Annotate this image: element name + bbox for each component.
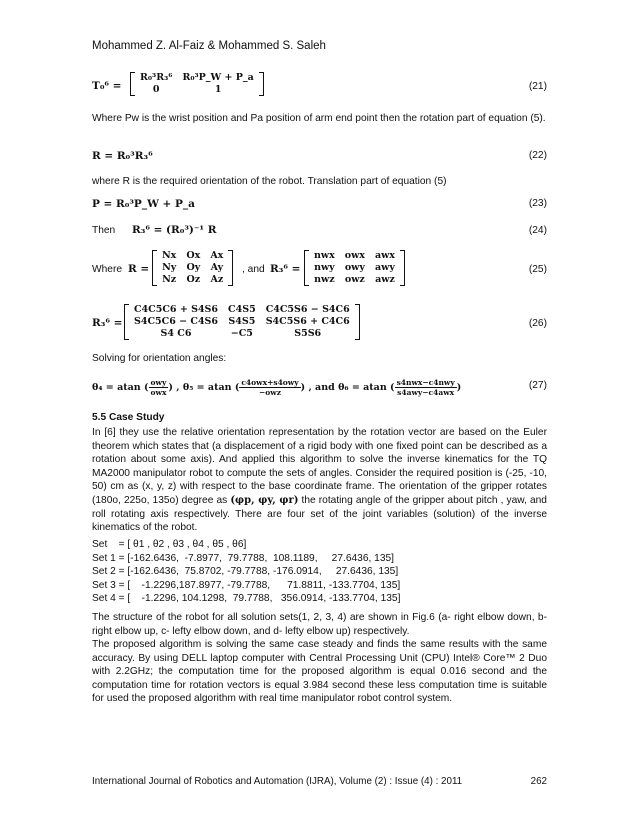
eq25-lhs1: R = bbox=[128, 263, 150, 275]
running-header: Mohammed Z. Al-Faiz & Mohammed S. Saleh bbox=[92, 40, 326, 52]
eq23-expr: P = R₀³P_W + P_a bbox=[92, 198, 195, 210]
eq21-cell: 0 bbox=[152, 84, 160, 95]
eq21-cell: R₀³P_W + P_a bbox=[182, 72, 254, 83]
eq27-expr: θ₄ = atan ( $\frac{\text{owy}}{\text{owx}}$ ) , θ₅ = atan ( $\frac{\text{c4owx+s4owy}}{\text{−owz}}$ ) , and θ₆ = atan ( $\frac{\text{s4nwx−c4nwy}}{\text{s4awy−c4awx}}$ ) bbox=[92, 378, 462, 397]
eq27-part2: , θ₅ = atan bbox=[176, 382, 232, 393]
eq21-lhs: T₀⁶ = bbox=[92, 80, 122, 92]
matrix-cell: Nx bbox=[162, 250, 177, 261]
set-line: Set 3 = [ -1.2296,187.8977, -79.7788, 71.8811, -133.7704, 135] bbox=[92, 579, 401, 591]
eq26-matrix bbox=[124, 304, 360, 340]
matrix-cell: C4C5C6 + S4S6 bbox=[134, 304, 219, 315]
equation-26 bbox=[92, 304, 547, 344]
eq25-label: Where bbox=[92, 264, 123, 275]
eq26-number: (26) bbox=[528, 318, 547, 329]
matrix-cell: owy bbox=[344, 262, 365, 273]
eq21-cell: R₀³R₃⁶ bbox=[140, 72, 173, 83]
matrix-cell: nwx bbox=[314, 250, 335, 261]
matrix-cell: Ox bbox=[186, 250, 201, 261]
matrix-cell: −C5 bbox=[230, 328, 253, 339]
eq23-number: (23) bbox=[528, 198, 547, 209]
eq24-number: (24) bbox=[528, 225, 547, 236]
footer-journal: International Journal of Robotics and Automation (IJRA), Volume (2) : Issue (4) : 2011 bbox=[92, 776, 463, 787]
matrix-cell: C4S5 bbox=[228, 304, 256, 315]
eq26-lhs: R₃⁶ = bbox=[92, 317, 123, 329]
matrix-cell: Oz bbox=[186, 274, 201, 285]
matrix-cell: S4S5 bbox=[228, 316, 256, 327]
paragraph-structure: The structure of the robot for all solution sets(1, 2, 3, 4) are shown in Fig.6 (a- right elbow down, b- right elbow up, c- lefty elbow down, and d- lefty elbow up) respectively. bbox=[92, 612, 547, 637]
eq24-expr: R₃⁶ = (R₀³)⁻¹ R bbox=[132, 224, 217, 236]
eq21-number: (21) bbox=[528, 81, 547, 92]
set-line: Set 1 = [-162.6436, -7.8977, 79.7788, 108.1189, 27.6436, 135] bbox=[92, 552, 394, 564]
matrix-cell: nwy bbox=[314, 262, 335, 273]
matrix-cell: Oy bbox=[186, 262, 201, 273]
eq25-and: , and bbox=[242, 264, 265, 275]
frac-denominator: owx bbox=[150, 388, 167, 397]
eq25-matrix-R bbox=[152, 250, 233, 286]
matrix-cell: Ax bbox=[210, 250, 224, 261]
frac-numerator: s4nwx−c4nwy bbox=[396, 378, 455, 387]
eq27-part1: θ₄ = atan bbox=[92, 382, 141, 393]
equation-25 bbox=[92, 250, 547, 292]
paragraph-case-study bbox=[92, 426, 547, 535]
eq24-label: Then bbox=[92, 225, 116, 236]
matrix-cell: nwz bbox=[314, 274, 335, 285]
eq25-matrix-R36 bbox=[304, 250, 405, 286]
case-text-b: the rotating angle of the gripper about pitch , yaw, and roll rotating axis respectively. There are four set of the joint variables (solution) of the inverse kinematics of the robot. bbox=[92, 494, 547, 534]
paragraph-solving: Solving for orientation angles: bbox=[92, 353, 227, 364]
matrix-cell: owz bbox=[344, 274, 365, 285]
matrix-cell: Ny bbox=[162, 262, 177, 273]
eq22-number: (22) bbox=[528, 150, 547, 161]
set-line: Set = [ θ1 , θ2 , θ3 , θ4 , θ5 , θ6] bbox=[92, 539, 247, 550]
matrix-cell: S4C5C6 − C4S6 bbox=[134, 316, 219, 327]
matrix-cell: C4C5S6 − S4C6 bbox=[265, 304, 350, 315]
section-heading: 5.5 Case Study bbox=[92, 412, 165, 423]
frac-numerator: owy bbox=[149, 378, 169, 388]
matrix-cell: Az bbox=[210, 274, 224, 285]
eq21-matrix bbox=[130, 72, 264, 96]
equation-24 bbox=[92, 224, 547, 240]
frac-numerator: c4owx+s4owy bbox=[241, 378, 299, 387]
matrix-cell: S4C5S6 + C4C6 bbox=[265, 316, 350, 327]
page-number: 262 bbox=[530, 776, 547, 787]
eq25-lhs2: R₃⁶ = bbox=[270, 263, 301, 275]
equation-22 bbox=[92, 150, 547, 166]
eq27-number: (27) bbox=[528, 380, 547, 391]
eq27-part3: , and θ₆ = atan bbox=[308, 382, 387, 393]
set-line: Set 4 = [ -1.2296, 104.1298, 79.7788, 356.0914, -133.7704, 135] bbox=[92, 593, 401, 605]
equation-23 bbox=[92, 198, 547, 214]
frac-denominator: −owz bbox=[258, 388, 281, 397]
solution-sets bbox=[92, 538, 400, 606]
matrix-cell: Ay bbox=[210, 262, 224, 273]
eq25-number: (25) bbox=[528, 264, 547, 275]
matrix-cell: S5S6 bbox=[294, 328, 322, 339]
matrix-cell: awx bbox=[374, 250, 395, 261]
paragraph-proposed-algorithm: The proposed algorithm is solving the same case steady and finds the same results with the same accuracy. By using DELL laptop computer with Central Processing Unit (CPU) Intel® Core™ 2 Duo with 2.2GHz; the computation time for the proposed algorithm is equal 0.016 second and the computation time for rotation vectors is equal 3.984 second these less computation time is suitable for used the proposed algorithm with real time manipulator robot control system. bbox=[92, 639, 547, 705]
eq22-expr: R = R₀³R₃⁶ bbox=[92, 150, 153, 162]
matrix-cell: Nz bbox=[162, 274, 177, 285]
set-line: Set 2 = [-162.6436, 75.8702, -79.7788, -176.0914, 27.6436, 135] bbox=[92, 566, 399, 578]
equation-21 bbox=[92, 72, 547, 102]
matrix-cell: S4 C6 bbox=[160, 328, 192, 339]
paragraph-wrist: Where Pw is the wrist position and Pa position of arm end point then the rotation part of equation (5). bbox=[92, 113, 546, 124]
eq21-cell: 1 bbox=[214, 84, 222, 95]
page-footer bbox=[92, 776, 547, 787]
gripper-angle-symbol: (φp, φy, φr) bbox=[230, 494, 299, 506]
equation-27 bbox=[92, 374, 547, 398]
matrix-cell: awy bbox=[375, 262, 395, 273]
frac-denominator: s4awy−c4awx bbox=[397, 388, 455, 397]
case-text-a: In [6] they use the relative orientation representation by the rotation vector are based on the Euler theorem which states that (a displacement of a rigid body with one fixed point can be described as a rotation about some axis). And applied this algorithm to solve the inverse kinematics for the TQ MA2000 manipulator robot to compute the sets of angles. Consider the required position is (-25, -10, 50) cm as (x, y, z) with respect to the base coordinate frame. The orientation of the gripper rotates (180o, 225o, 135o) degree as bbox=[92, 427, 547, 506]
matrix-cell: awz bbox=[375, 274, 395, 285]
paragraph-orientation: where R is the required orientation of the robot. Translation part of equation (5) bbox=[92, 176, 447, 187]
matrix-cell: owx bbox=[344, 250, 365, 261]
